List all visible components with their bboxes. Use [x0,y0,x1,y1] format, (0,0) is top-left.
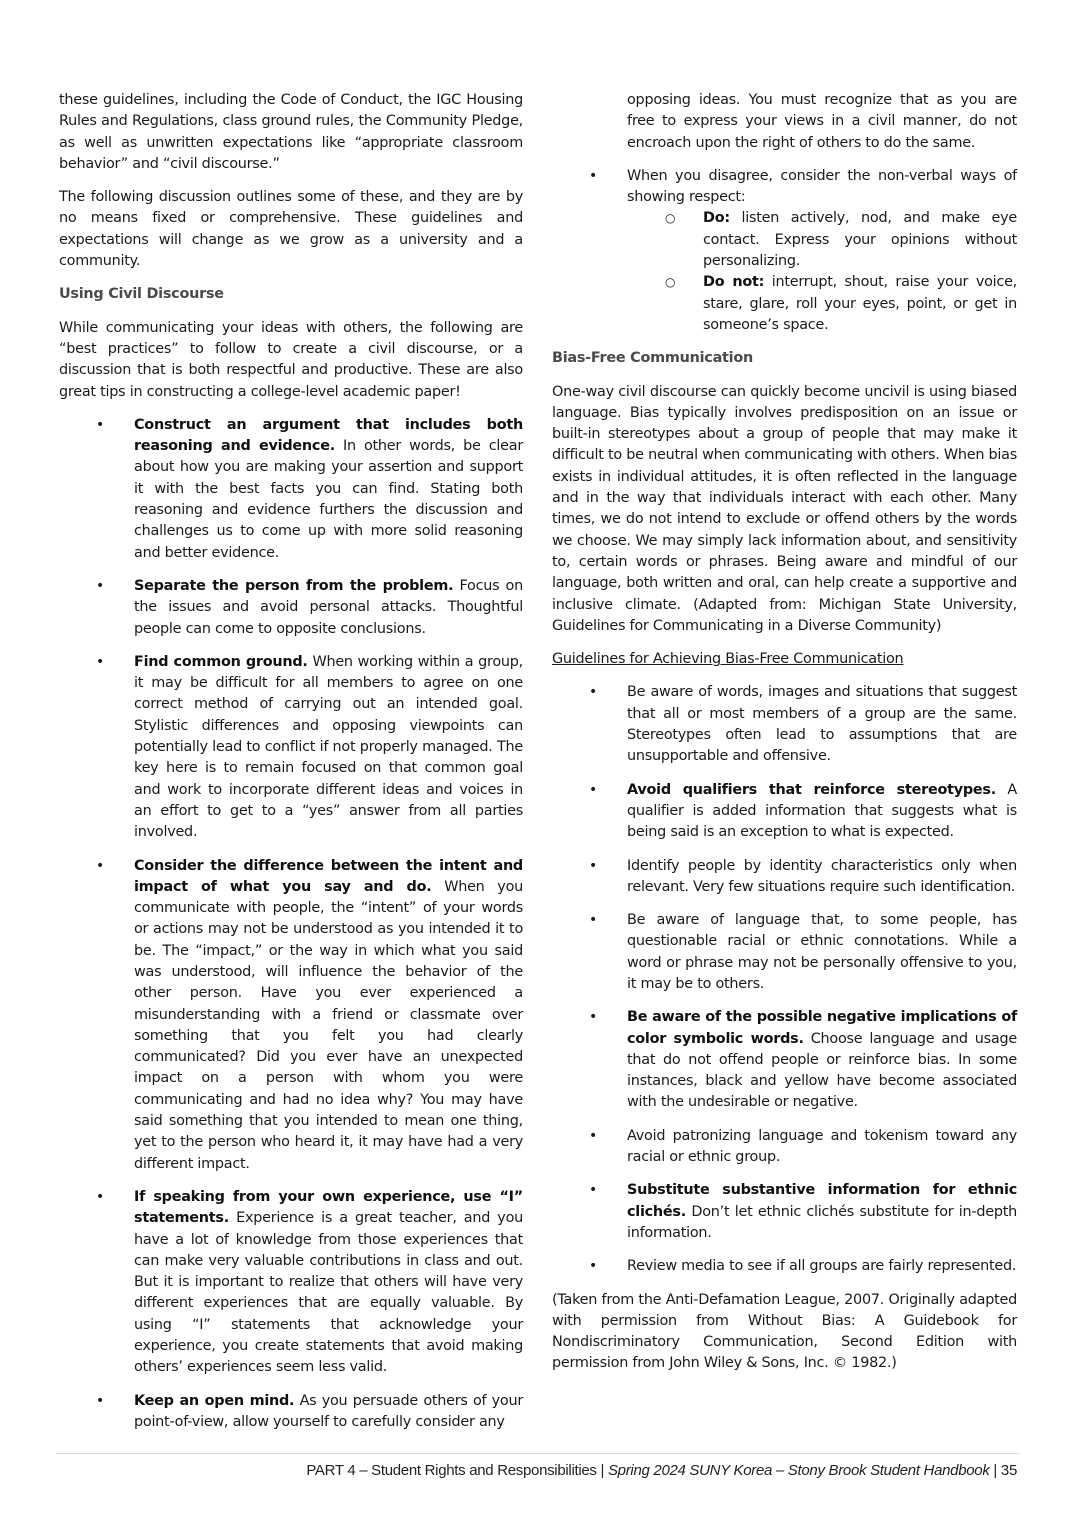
section-heading-bias-free: Bias-Free Communication [552,350,753,367]
sub-list-item-text: interrupt, shout, raise your voice, stare, glare, roll your eyes, point, or get in someone’s space. [703,274,1018,333]
circle-bullet-icon: ○ [665,275,676,290]
list-item-text: Be aware of words, images and situations that suggest that all or most members of a group are the same. Stereotypes often lead to assumptions that are unsupportable and offensive. [627,684,1017,765]
list-item-text: Choose language and usage that do not offend people or reinforce bias. In some instances, black and yellow have become associated with the undesirable or negative. [627,1030,1017,1111]
right-column [552,90,1017,1387]
open-mind-continuation: opposing ideas. You must recognize that as you are free to express your views in a civil manner, do not encroach upon the right of others to do the same. [627,92,1017,151]
bullet-icon: • [589,781,598,798]
list-item-text: When you communicate with people, the “intent” of your words or actions may not be understood as you intended it to be. The “impact,” or the way in which what you said was understood, will influence the behavior of the other person. Have you ever experienced a misunderstanding with a friend or classmate over something that you felt you had clearly communicated? Did you ever have an unexpected impact on a person with whom you were communicating and had no idea why? You may have said something that you intended to mean one thing, yet to the person who heard it, it may have had a very different impact. [134,878,523,1172]
list-item [59,1187,523,1379]
list-item [552,1007,1017,1113]
bullet-icon: • [96,1392,105,1409]
civil-discourse-list [59,415,523,1433]
sub-list-item [627,208,1017,272]
list-item-text: A qualifier is added information that suggests what is being said is an exception to what is expected. [627,781,1017,841]
bullet-icon: • [96,577,105,594]
list-item [59,652,523,844]
list-item-text: As you persuade others of your point-of-view, allow yourself to carefully consider any [134,1392,523,1430]
list-item [552,910,1017,995]
list-item-bold: Avoid qualifiers that reinforce stereotypes. [627,781,996,798]
sub-list [627,208,1017,336]
disagree-list [552,166,1017,336]
list-item-text: Focus on the issues and avoid personal attacks. Thoughtful people can come to opposite conclusions. [134,577,523,637]
footer-divider [56,1453,1019,1454]
footer-separator: | [596,1462,608,1479]
list-item [552,856,1017,899]
list-item-bold: Substitute substantive information for ethnic clichés. [627,1182,1017,1220]
footer-separator: | [989,1462,1001,1479]
list-item-bold: Be aware of the possible negative implications of color symbolic words. [627,1009,1017,1047]
bullet-icon: • [589,1258,598,1275]
page-number: 35 [1000,1462,1017,1479]
bullet-icon: • [96,653,105,670]
list-item [552,1180,1017,1244]
sub-list-item-text: listen actively, nod, and make eye contact. Express your opinions without personalizing. [703,210,1017,270]
guidelines-subheading: Guidelines for Achieving Bias-Free Communication [552,651,904,668]
bullet-icon: • [96,1188,105,1205]
list-item-text: Avoid patronizing language and tokenism toward any racial or ethnic group. [627,1127,1017,1166]
list-item [552,1256,1017,1277]
bullet-icon: • [589,1182,598,1199]
bullet-icon: • [589,912,598,929]
list-item [59,415,523,564]
list-item-text: In other words, be clear about how you are making your assertion and support it with the best facts you can find. Stating both reasoning and evidence furthers the discussion and challenges us to come up with more solid reasoning and better evidence. [134,438,523,561]
footer-handbook-title: Spring 2024 SUNY Korea – Stony Brook Student Handbook [607,1462,990,1479]
intro-paragraph: these guidelines, including the Code of Conduct, the IGC Housing Rules and Regulations, class ground rules, the Community Pledge, as well as unwritten expectations like “appropriate classroom behavior” and “civil discourse.” [59,92,523,172]
sub-list-item-bold: Do: [703,210,730,227]
list-item-bold: Keep an open mind. [134,1392,295,1409]
discussion-paragraph: The following discussion outlines some of these, and they are by no means fixed or comprehensive. These guidelines and expectations will change as we grow as a university and a community. [59,189,523,270]
bullet-icon: • [96,857,105,874]
list-item-bold: Consider the difference between the intent and impact of what you say and do. [134,857,523,895]
left-column [59,90,523,1445]
list-item-text: When you disagree, consider the non-verbal ways of showing respect: [627,167,1017,206]
list-item-text: When working within a group, it may be difficult for all members to agree on one correct method of carrying out an intended goal. Stylistic differences and opposing viewpoints can potentially lead to conflict if not properly managed. The key here is to remain focused on that common goal and work to incorporate different ideas and voices in an effort to get to a “yes” answer from all parties involved. [134,653,523,841]
list-item [552,1126,1017,1169]
bullet-icon: • [589,857,598,874]
list-item [552,780,1017,844]
list-item [552,166,1017,336]
list-item-text: Identify people by identity characteristics only when relevant. Very few situations require such identification. [627,857,1017,895]
bias-free-paragraph: One-way civil discourse can quickly become uncivil is using biased language. Bias typically involves predisposition on an issue or built-in stereotypes about a group of people that may make it difficult to be neutral when communicating with others. When bias exists in individual attitudes, it is often reflected in the language and in the way that individuals interact with each other. Many times, we do not intend to exclude or offend others by the words we choose. We may simply lack information about, and sensitivity to, certain words or phrases. Being aware and mindful of our language, both written and oral, can help create a supportive and inclusive climate. (Adapted from: Michigan State University, Guidelines for Communicating in a Diverse Community) [552,383,1017,634]
bullet-icon: • [589,684,598,701]
bullet-icon: • [589,1009,598,1026]
list-item [59,856,523,1175]
list-item-bold: If speaking from your own experience, use “I” statements. [134,1188,523,1227]
list-item-text: Review media to see if all groups are fairly represented. [627,1258,1017,1275]
source-note: (Taken from the Anti-Defamation League, 2007. Originally adapted with permission from Without Bias: A Guidebook for Nondiscriminatory Communication, Second Edition with permission from John Wiley & Sons, Inc. © 1982.) [552,1291,1017,1372]
circle-bullet-icon: ○ [665,211,676,226]
bullet-icon: • [589,1127,598,1144]
list-item-text: Be aware of language that, to some people, has questionable racial or ethnic connotations. While a word or phrase may not be personally offensive to you, it may be to others. [627,912,1017,992]
list-item-bold: Construct an argument that includes both reasoning and evidence. [134,416,523,455]
sub-list-item [627,272,1017,336]
sub-list-item-bold: Do not: [703,274,765,291]
footer-part: PART 4 – Student Rights and Responsibilities [306,1462,597,1479]
civil-discourse-intro: While communicating your ideas with others, the following are “best practices” to follow to create a civil discourse, or a discussion that is both respectful and productive. These are also great tips in constructing a college-level academic paper! [59,319,523,400]
page-footer [306,1462,1017,1479]
list-item-text: Experience is a great teacher, and you have a lot of knowledge from those experiences that can make very valuable contributions in class and out. But it is important to realize that others will have very different experiences that are equally valuable. By using “I” statements that acknowledge your experience, you create statements that avoid making others’ experiences seem less valid. [134,1210,523,1376]
list-item-bold: Separate the person from the problem. [134,577,454,594]
list-item-text: Don’t let ethnic clichés substitute for in-depth information. [627,1203,1017,1241]
list-item-bold: Find common ground. [134,653,308,670]
list-item [552,682,1017,767]
bullet-icon: • [96,416,105,433]
list-item [59,576,523,640]
list-item [59,1391,523,1434]
guidelines-list [552,682,1017,1277]
section-heading-civil-discourse: Using Civil Discourse [59,286,224,303]
bullet-icon: • [589,167,598,184]
